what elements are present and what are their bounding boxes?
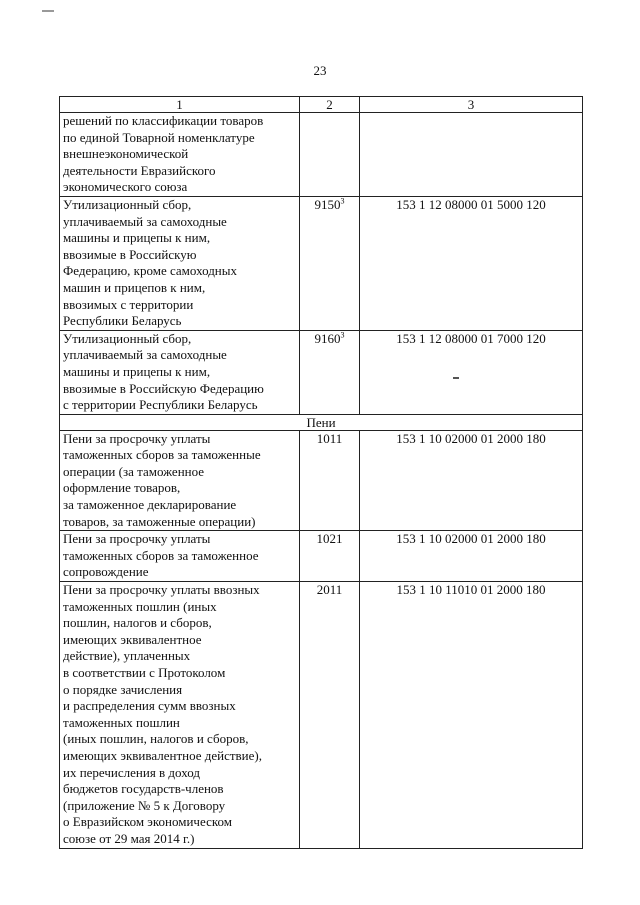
row-code: 9150$^3$ [300, 196, 360, 330]
row-kbk: 153 1 10 11010 01 2000 180 [360, 582, 583, 849]
row-code: 1021 [300, 531, 360, 582]
row-code: 2011 [300, 582, 360, 849]
table-row [60, 113, 583, 197]
row-kbk: 153 1 12 08000 01 5000 120 [360, 196, 583, 330]
scan-artifact [453, 377, 459, 379]
scan-mark [42, 10, 54, 12]
table-row [60, 582, 583, 849]
section-row [60, 414, 583, 430]
table-row [60, 531, 583, 582]
table-header-row [60, 97, 583, 113]
row-code: 1011 [300, 430, 360, 531]
row-description: решений по классификации товаров по единой Товарной номенклатуре внешнеэкономической деятельности Евразийского экономического союза [60, 113, 300, 197]
row-kbk: 153 1 10 02000 01 2000 180 [360, 531, 583, 582]
page-number: 23 [313, 63, 327, 78]
column-header-2: 2 [300, 97, 360, 113]
table-row [60, 430, 583, 531]
section-title: Пени [60, 414, 583, 430]
column-header-1: 1 [60, 97, 300, 113]
row-kbk [360, 113, 583, 197]
table-row [60, 330, 583, 414]
row-kbk: 153 1 10 02000 01 2000 180 [360, 430, 583, 531]
row-description: Пени за просрочку уплаты таможенных сборов за таможенное сопровождение [60, 531, 300, 582]
row-code: 9160$^3$ [300, 330, 360, 414]
row-code [300, 113, 360, 197]
row-description: Утилизационный сбор, уплачиваемый за самоходные машины и прицепы к ним, ввозимые в Российскую Федерацию с территории Республики Беларусь [60, 330, 300, 414]
table-row [60, 196, 583, 330]
row-kbk: 153 1 12 08000 01 7000 120 [360, 330, 583, 414]
row-description: Пени за просрочку уплаты ввозных таможенных пошлин (иных пошлин, налогов и сборов, имеющих эквивалентное действие), уплаченных в соответствии с Протоколом о порядке зачисления и распределения сумм ввозных таможенных пошлин (иных пошлин, налогов и сборов, имеющих эквивалентное действие), их перечисления в доход бюджетов государств-членов (приложение № 5 к Договору о Евразийском экономическом союзе от 29 мая 2014 г.) [60, 582, 300, 849]
row-description: Пени за просрочку уплаты таможенных сборов за таможенные операции (за таможенное оформление товаров, за таможенное декларирование товаров, за таможенные операции) [60, 430, 300, 531]
row-description: Утилизационный сбор, уплачиваемый за самоходные машины и прицепы к ним, ввозимые в Российскую Федерацию, кроме самоходных машин и прицепов к ним, ввозимых с территории Республики Беларусь [60, 196, 300, 330]
column-header-3: 3 [360, 97, 583, 113]
classification-table [59, 96, 583, 849]
